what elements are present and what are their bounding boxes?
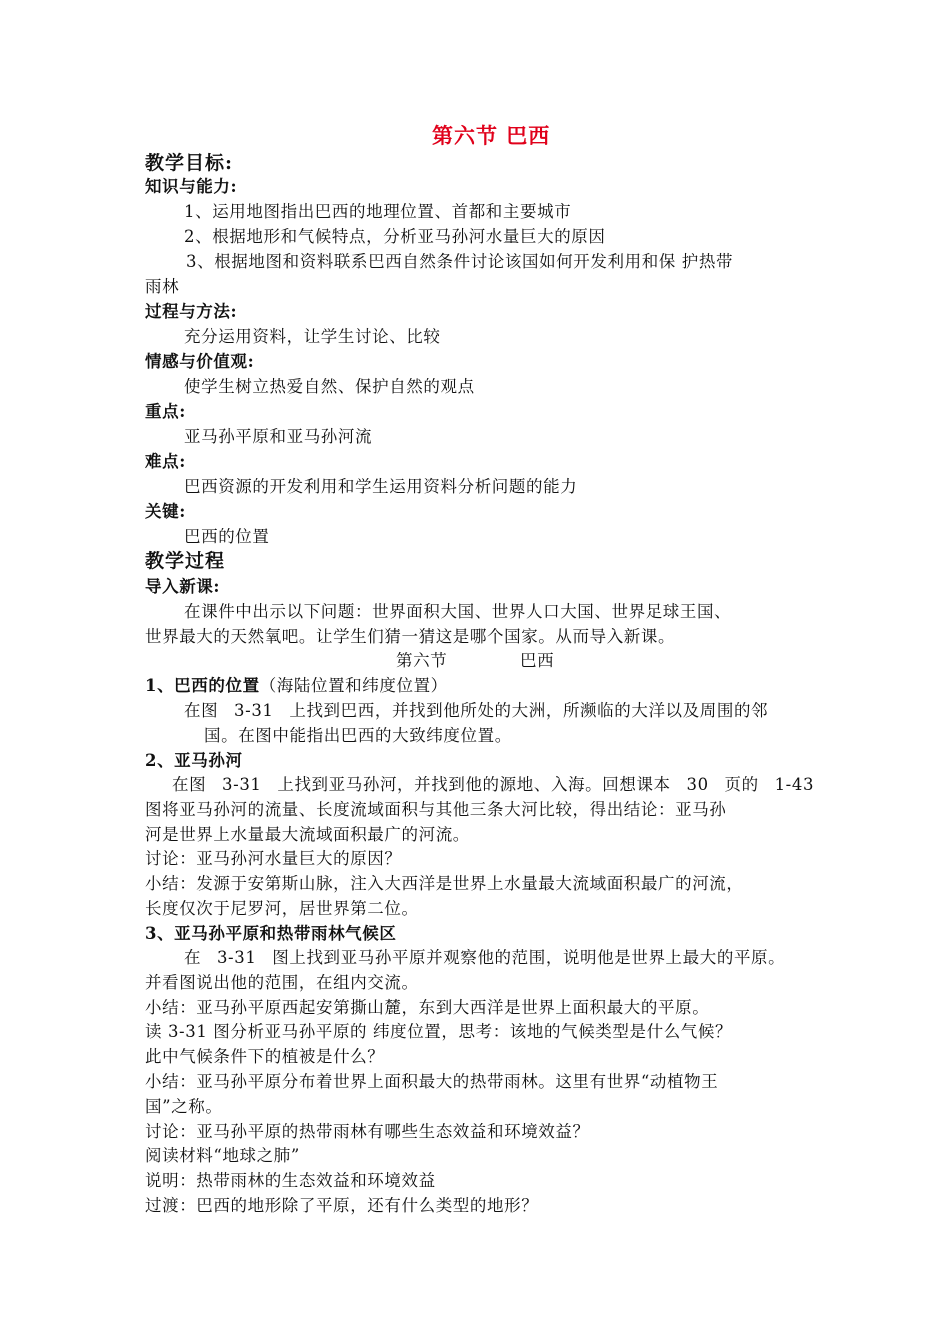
intro-heading: 导入新课:	[145, 577, 221, 596]
teaching-process-heading: 教学过程	[145, 550, 226, 572]
section-name: 巴西	[520, 651, 555, 670]
intro-line: 世界最大的天然氧吧。让学生们猜一猜这是哪个国家。从而导入新课。	[145, 627, 676, 646]
difficulty-text: 巴西资源的开发利用和学生运用资料分析问题的能力	[184, 477, 578, 496]
section-1-paren: （海陆位置和纬度位置）	[259, 676, 448, 695]
section-1-heading	[145, 675, 448, 697]
section-3-line: 讨论：亚马孙平原的热带雨林有哪些生态效益和环境效益？	[145, 1122, 590, 1141]
section-2-line: 小结：发源于安第斯山脉，注入大西洋是世界上水量最大流域面积最广的河流，	[145, 874, 744, 893]
section-3-line: 阅读材料“地球之肺”	[145, 1146, 300, 1165]
section-1-line: 在图 3-31 上找到巴西，并找到他所处的大洲，所濒临的大洋以及周围的邻	[184, 701, 769, 720]
section-label: 第六节	[396, 651, 448, 670]
section-3-line: 小结：亚马孙平原分布着世界上面积最大的热带雨林。这里有世界“动植物王	[145, 1072, 719, 1091]
objectives-heading: 教学目标:	[145, 152, 234, 174]
section-3-line: 此中气候条件下的植被是什么？	[145, 1047, 385, 1066]
section-3-line: 国”之称。	[145, 1097, 223, 1116]
knowledge-item: 3、根据地图和资料联系巴西自然条件讨论该国如何开发利用和保 护热带	[186, 252, 734, 271]
section-3-line: 并看图说出他的范围，在组内交流。	[145, 973, 419, 992]
section-2-line: 河是世界上水量最大流域面积最广的河流。	[145, 825, 470, 844]
section-2-heading: 2、亚马孙河	[145, 751, 243, 770]
section-2-line: 图将亚马孙河的流量、长度流域面积与其他三条大河比较，得出结论：亚马孙	[145, 800, 727, 819]
emotion-text: 使学生树立热爱自然、保护自然的观点	[184, 377, 475, 396]
intro-line: 在课件中出示以下问题：世界面积大国、世界人口大国、世界足球王国、	[184, 602, 732, 621]
knowledge-item: 雨林	[145, 277, 180, 296]
section-3-line: 小结：亚马孙平原西起安第撕山麓，东到大西洋是世界上面积最大的平原。	[145, 998, 710, 1017]
section-1-title: 1、巴西的位置	[145, 676, 260, 695]
page-title: 第六节 巴西	[432, 123, 551, 148]
emotion-heading: 情感与价值观:	[145, 352, 255, 371]
knowledge-item: 2、根据地形和气候特点，分析亚马孙河水量巨大的原因	[184, 227, 606, 246]
section-3-line: 过渡：巴西的地形除了平原，还有什么类型的地形？	[145, 1196, 539, 1215]
section-3-line: 在 3-31 图上找到亚马孙平原并观察他的范围，说明他是世界上最大的平原。	[184, 948, 786, 967]
process-heading: 过程与方法:	[145, 302, 238, 321]
knowledge-heading: 知识与能力:	[145, 177, 238, 196]
key-heading: 重点:	[145, 402, 186, 421]
difficulty-heading: 难点:	[145, 452, 186, 471]
crux-heading: 关键:	[145, 502, 186, 521]
section-3-line: 说明：热带雨林的生态效益和环境效益	[145, 1171, 436, 1190]
section-3-line: 读 3-31 图分析亚马孙平原的 纬度位置，思考：该地的气候类型是什么气候？	[145, 1022, 733, 1041]
section-1-line: 国。在图中能指出巴西的大致纬度位置。	[204, 726, 512, 745]
section-2-line: 讨论：亚马孙河水量巨大的原因？	[145, 849, 402, 868]
section-3-heading: 3、亚马孙平原和热带雨林气候区	[145, 924, 397, 943]
section-2-line: 长度仅次于尼罗河，居世界第二位。	[145, 899, 419, 918]
crux-text: 巴西的位置	[184, 527, 270, 546]
section-2-line: 在图 3-31 上找到亚马孙河，并找到他的源地、入海。回想课本 30 页的 1-43	[172, 775, 815, 794]
process-text: 充分运用资料，让学生讨论、比较	[184, 327, 441, 346]
key-text: 亚马孙平原和亚马孙河流	[184, 427, 373, 446]
knowledge-item: 1、运用地图指出巴西的地理位置、首都和主要城市	[184, 202, 572, 221]
